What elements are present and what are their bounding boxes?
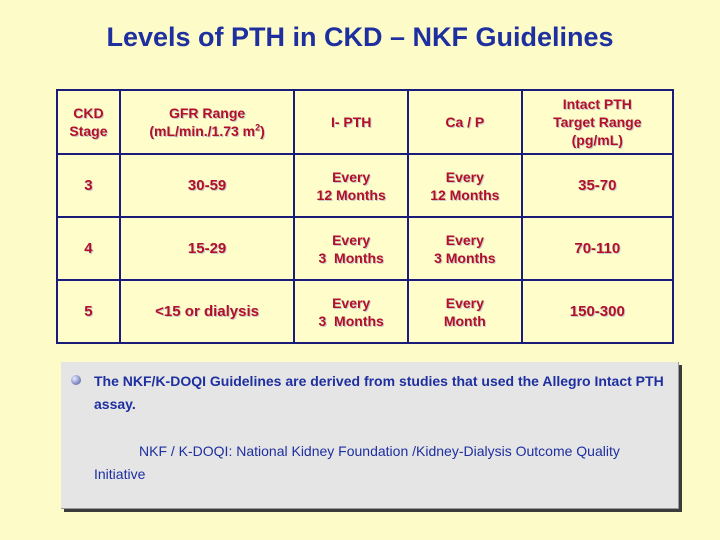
cell-text: Every bbox=[332, 168, 371, 185]
cell-stage: 3 bbox=[57, 154, 120, 217]
bullet-icon bbox=[71, 375, 81, 385]
table-row bbox=[57, 154, 673, 217]
cell-text: Every bbox=[445, 231, 484, 248]
header-gfr-range bbox=[120, 90, 294, 154]
cell-text: Every bbox=[445, 168, 484, 185]
cell-target: 35-70 bbox=[522, 154, 673, 217]
cell-text: 12 Months bbox=[316, 186, 386, 203]
header-text: Intact PTH bbox=[562, 96, 632, 112]
header-ckd-stage bbox=[57, 90, 120, 154]
cell-gfr: 30-59 bbox=[120, 154, 294, 217]
cell-text: Every bbox=[332, 231, 371, 248]
header-text: CKD bbox=[73, 105, 104, 121]
cell-cap bbox=[408, 280, 522, 343]
cell-stage: 4 bbox=[57, 217, 120, 280]
cell-target: 70-110 bbox=[522, 217, 673, 280]
note-box bbox=[61, 362, 679, 509]
header-text: Target Range bbox=[553, 114, 642, 130]
header-ca-p: Ca / P bbox=[408, 90, 522, 154]
header-target-range bbox=[522, 90, 673, 154]
header-text: (pg/mL) bbox=[571, 132, 623, 148]
header-text: GFR Range bbox=[168, 105, 246, 121]
table-row bbox=[57, 280, 673, 343]
slide-title: Levels of PTH in CKD – NKF Guidelines bbox=[106, 22, 614, 52]
cell-stage: 5 bbox=[57, 280, 120, 343]
cell-text: 3 Months bbox=[318, 312, 384, 329]
header-i-pth: I- PTH bbox=[294, 90, 408, 154]
cell-ipth bbox=[294, 217, 408, 280]
cell-text: Month bbox=[443, 312, 486, 329]
cell-cap bbox=[408, 154, 522, 217]
cell-gfr: <15 or dialysis bbox=[120, 280, 294, 343]
pth-guidelines-table bbox=[56, 89, 674, 344]
header-text: Stage bbox=[69, 123, 108, 139]
cell-gfr: 15-29 bbox=[120, 217, 294, 280]
table-header-row bbox=[57, 90, 673, 154]
header-text: (mL/min./1.73 m bbox=[149, 123, 256, 139]
cell-text: 3 Months bbox=[318, 249, 384, 266]
cell-target: 150-300 bbox=[522, 280, 673, 343]
table-row bbox=[57, 217, 673, 280]
cell-text: Every bbox=[445, 294, 484, 311]
header-text: ) bbox=[260, 123, 265, 139]
note-footnote: NKF / K-DOQI: National Kidney Foundation /Kidney-Dialysis Outcome Quality Initiative bbox=[94, 443, 620, 482]
cell-text: Every bbox=[332, 294, 371, 311]
cell-text: 12 Months bbox=[430, 186, 500, 203]
cell-text: 3 Months bbox=[434, 249, 496, 266]
header-superscript: 2 bbox=[255, 122, 261, 133]
cell-cap bbox=[408, 217, 522, 280]
note-bullet-text: The NKF/K-DOQI Guidelines are derived from studies that used the Allegro Intact PTH assay. bbox=[94, 373, 664, 412]
cell-ipth bbox=[294, 154, 408, 217]
cell-ipth bbox=[294, 280, 408, 343]
